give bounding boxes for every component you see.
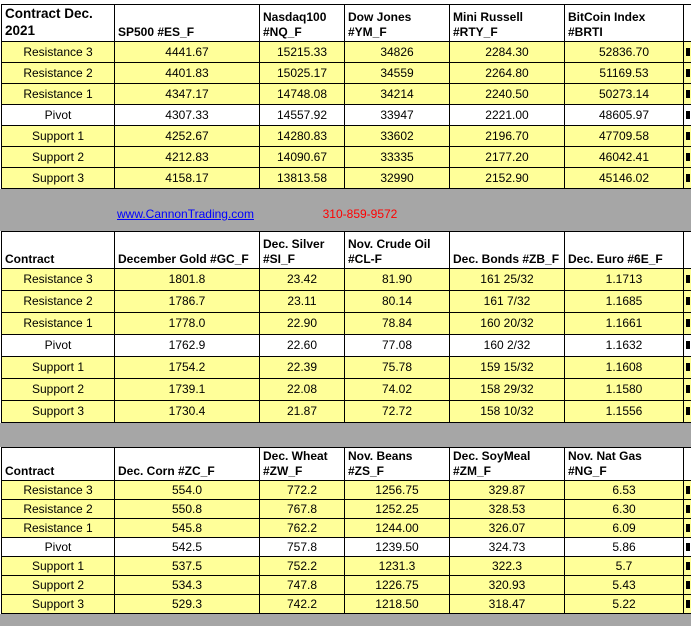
value-cell: 534.3 — [115, 575, 260, 594]
cutoff-cell — [684, 41, 691, 62]
value-cell: 320.93 — [450, 575, 565, 594]
cutoff-cell — [684, 537, 691, 556]
column-header: Dec. Bonds #ZB_F — [450, 231, 565, 268]
value-cell: 752.2 — [260, 556, 345, 575]
cutoff-cell — [684, 356, 691, 378]
value-cell: 1.1608 — [565, 356, 684, 378]
value-cell: 48605.97 — [565, 104, 684, 125]
value-cell: 74.02 — [345, 378, 450, 400]
value-cell: 767.8 — [260, 499, 345, 518]
row-label: Resistance 1 — [2, 312, 115, 334]
value-cell: 158 10/32 — [450, 400, 565, 422]
value-cell: 78.84 — [345, 312, 450, 334]
row-label: Pivot — [2, 104, 115, 125]
metals-energy-bonds-table — [1, 231, 691, 423]
value-cell: 161 25/32 — [450, 268, 565, 290]
value-cell: 75.78 — [345, 356, 450, 378]
value-cell: 550.8 — [115, 499, 260, 518]
value-cell: 33335 — [345, 146, 450, 167]
column-header: Dec. Wheat #ZW_F — [260, 447, 345, 480]
value-cell: 2196.70 — [450, 125, 565, 146]
value-cell: 4212.83 — [115, 146, 260, 167]
value-cell: 537.5 — [115, 556, 260, 575]
value-cell: 5.43 — [565, 575, 684, 594]
column-header: December Gold #GC_F — [115, 231, 260, 268]
phone-container — [305, 205, 415, 223]
row-label: Pivot — [2, 334, 115, 356]
table-row — [2, 518, 691, 537]
value-cell: 160 20/32 — [450, 312, 565, 334]
value-cell: 6.53 — [565, 480, 684, 499]
value-cell: 4441.67 — [115, 41, 260, 62]
column-header: Dec. Euro #6E_F — [565, 231, 684, 268]
table-row — [2, 499, 691, 518]
row-label: Resistance 2 — [2, 62, 115, 83]
value-cell: 1226.75 — [345, 575, 450, 594]
value-cell: 1.1632 — [565, 334, 684, 356]
bottom-separator-band — [0, 614, 691, 626]
value-cell: 1231.3 — [345, 556, 450, 575]
value-cell: 324.73 — [450, 537, 565, 556]
value-cell: 329.87 — [450, 480, 565, 499]
value-cell: 1730.4 — [115, 400, 260, 422]
cutoff-column-header — [684, 447, 691, 480]
value-cell: 14748.08 — [260, 83, 345, 104]
table-row — [2, 334, 691, 356]
row-label: Support 2 — [2, 378, 115, 400]
table-row — [2, 556, 691, 575]
value-cell: 2177.20 — [450, 146, 565, 167]
value-cell: 747.8 — [260, 575, 345, 594]
value-cell: 1252.25 — [345, 499, 450, 518]
value-cell: 1.1661 — [565, 312, 684, 334]
cutoff-cell — [684, 334, 691, 356]
value-cell: 14557.92 — [260, 104, 345, 125]
value-cell: 23.11 — [260, 290, 345, 312]
value-cell: 1801.8 — [115, 268, 260, 290]
value-cell: 1218.50 — [345, 594, 450, 613]
value-cell: 1754.2 — [115, 356, 260, 378]
header-row — [2, 5, 691, 42]
column-header: Nov. Crude Oil #CL-F — [345, 231, 450, 268]
cutoff-cell — [684, 378, 691, 400]
value-cell: 47709.58 — [565, 125, 684, 146]
column-header: Dow Jones #YM_F — [345, 5, 450, 42]
column-header: Mini Russell #RTY_F — [450, 5, 565, 42]
value-cell: 45146.02 — [565, 167, 684, 188]
table-row — [2, 537, 691, 556]
table-row — [2, 378, 691, 400]
value-cell: 22.60 — [260, 334, 345, 356]
value-cell: 1239.50 — [345, 537, 450, 556]
value-cell: 4401.83 — [115, 62, 260, 83]
column-header: Dec. Corn #ZC_F — [115, 447, 260, 480]
table-row — [2, 268, 691, 290]
cutoff-cell — [684, 312, 691, 334]
value-cell: 1.1580 — [565, 378, 684, 400]
cutoff-cell — [684, 480, 691, 499]
row-label: Support 2 — [2, 575, 115, 594]
column-header: Nasdaq100 #NQ_F — [260, 5, 345, 42]
table-row — [2, 83, 691, 104]
cutoff-cell — [684, 556, 691, 575]
value-cell: 328.53 — [450, 499, 565, 518]
contract-column-header: Contract — [2, 231, 115, 268]
header-row — [2, 447, 691, 480]
value-cell: 81.90 — [345, 268, 450, 290]
cutoff-cell — [684, 499, 691, 518]
value-cell: 554.0 — [115, 480, 260, 499]
website-link[interactable]: www.CannonTrading.com — [117, 206, 254, 221]
row-label: Resistance 3 — [2, 41, 115, 62]
cutoff-cell — [684, 62, 691, 83]
row-label: Support 1 — [2, 125, 115, 146]
row-label: Resistance 3 — [2, 480, 115, 499]
value-cell: 762.2 — [260, 518, 345, 537]
table-row — [2, 400, 691, 422]
value-cell: 4252.67 — [115, 125, 260, 146]
value-cell: 23.42 — [260, 268, 345, 290]
cutoff-column-header — [684, 231, 691, 268]
table-row — [2, 312, 691, 334]
row-label: Pivot — [2, 537, 115, 556]
table-row — [2, 167, 691, 188]
value-cell: 318.47 — [450, 594, 565, 613]
value-cell: 22.90 — [260, 312, 345, 334]
table-row — [2, 62, 691, 83]
table-row — [2, 104, 691, 125]
value-cell: 6.30 — [565, 499, 684, 518]
stock-index-futures-table — [1, 4, 691, 189]
value-cell: 542.5 — [115, 537, 260, 556]
value-cell: 1.1685 — [565, 290, 684, 312]
value-cell: 757.8 — [260, 537, 345, 556]
cutoff-cell — [684, 594, 691, 613]
cutoff-cell — [684, 104, 691, 125]
table-row — [2, 146, 691, 167]
value-cell: 529.3 — [115, 594, 260, 613]
table-row — [2, 125, 691, 146]
table-row — [2, 480, 691, 499]
value-cell: 34559 — [345, 62, 450, 83]
value-cell: 46042.41 — [565, 146, 684, 167]
value-cell: 33947 — [345, 104, 450, 125]
value-cell: 4347.17 — [115, 83, 260, 104]
value-cell: 161 7/32 — [450, 290, 565, 312]
cutoff-column-header — [684, 5, 691, 42]
value-cell: 77.08 — [345, 334, 450, 356]
value-cell: 80.14 — [345, 290, 450, 312]
value-cell: 72.72 — [345, 400, 450, 422]
cutoff-cell — [684, 575, 691, 594]
column-header: Nov. Beans #ZS_F — [345, 447, 450, 480]
row-label: Support 2 — [2, 146, 115, 167]
row-label: Resistance 1 — [2, 83, 115, 104]
column-header: SP500 #ES_F — [115, 5, 260, 42]
value-cell: 1244.00 — [345, 518, 450, 537]
column-header: Dec. SoyMeal #ZM_F — [450, 447, 565, 480]
row-label: Resistance 2 — [2, 290, 115, 312]
value-cell: 322.3 — [450, 556, 565, 575]
table-row — [2, 290, 691, 312]
value-cell: 51169.53 — [565, 62, 684, 83]
column-header: BitCoin Index #BRTI — [565, 5, 684, 42]
contract-column-header: Contract Dec. 2021 — [2, 5, 115, 42]
value-cell: 34826 — [345, 41, 450, 62]
table-row — [2, 594, 691, 613]
table-row — [2, 575, 691, 594]
value-cell: 1256.75 — [345, 480, 450, 499]
row-label: Resistance 3 — [2, 268, 115, 290]
value-cell: 2264.80 — [450, 62, 565, 83]
column-header: Dec. Silver #SI_F — [260, 231, 345, 268]
value-cell: 32990 — [345, 167, 450, 188]
value-cell: 159 15/32 — [450, 356, 565, 378]
value-cell: 1786.7 — [115, 290, 260, 312]
header-row — [2, 231, 691, 268]
row-label: Support 1 — [2, 356, 115, 378]
value-cell: 1778.0 — [115, 312, 260, 334]
value-cell: 772.2 — [260, 480, 345, 499]
value-cell: 2221.00 — [450, 104, 565, 125]
row-label: Support 3 — [2, 400, 115, 422]
row-label: Support 3 — [2, 594, 115, 613]
value-cell: 1.1556 — [565, 400, 684, 422]
cutoff-cell — [684, 518, 691, 537]
value-cell: 742.2 — [260, 594, 345, 613]
separator-band — [0, 423, 691, 447]
value-cell: 14280.83 — [260, 125, 345, 146]
grains-natgas-table — [1, 447, 691, 614]
value-cell: 21.87 — [260, 400, 345, 422]
value-cell: 33602 — [345, 125, 450, 146]
phone-number: 310-859-9572 — [322, 206, 398, 221]
contact-band — [0, 189, 691, 231]
row-label: Resistance 1 — [2, 518, 115, 537]
value-cell: 4158.17 — [115, 167, 260, 188]
cutoff-cell — [684, 290, 691, 312]
value-cell: 2284.30 — [450, 41, 565, 62]
value-cell: 22.08 — [260, 378, 345, 400]
value-cell: 326.07 — [450, 518, 565, 537]
value-cell: 2152.90 — [450, 167, 565, 188]
value-cell: 34214 — [345, 83, 450, 104]
cutoff-cell — [684, 146, 691, 167]
table-row — [2, 41, 691, 62]
cutoff-cell — [684, 167, 691, 188]
value-cell: 1739.1 — [115, 378, 260, 400]
value-cell: 52836.70 — [565, 41, 684, 62]
value-cell: 5.86 — [565, 537, 684, 556]
value-cell: 6.09 — [565, 518, 684, 537]
value-cell: 5.22 — [565, 594, 684, 613]
value-cell: 160 2/32 — [450, 334, 565, 356]
contract-column-header: Contract — [2, 447, 115, 480]
row-label: Support 1 — [2, 556, 115, 575]
row-label: Resistance 2 — [2, 499, 115, 518]
value-cell: 2240.50 — [450, 83, 565, 104]
value-cell: 15025.17 — [260, 62, 345, 83]
value-cell: 4307.33 — [115, 104, 260, 125]
cutoff-cell — [684, 400, 691, 422]
value-cell: 13813.58 — [260, 167, 345, 188]
cutoff-cell — [684, 83, 691, 104]
table-row — [2, 356, 691, 378]
value-cell: 545.8 — [115, 518, 260, 537]
value-cell: 1762.9 — [115, 334, 260, 356]
value-cell: 22.39 — [260, 356, 345, 378]
website-link-container — [113, 205, 258, 223]
value-cell: 14090.67 — [260, 146, 345, 167]
row-label: Support 3 — [2, 167, 115, 188]
value-cell: 15215.33 — [260, 41, 345, 62]
cutoff-cell — [684, 268, 691, 290]
value-cell: 50273.14 — [565, 83, 684, 104]
column-header: Nov. Nat Gas #NG_F — [565, 447, 684, 480]
cutoff-cell — [684, 125, 691, 146]
value-cell: 5.7 — [565, 556, 684, 575]
value-cell: 1.1713 — [565, 268, 684, 290]
value-cell: 158 29/32 — [450, 378, 565, 400]
